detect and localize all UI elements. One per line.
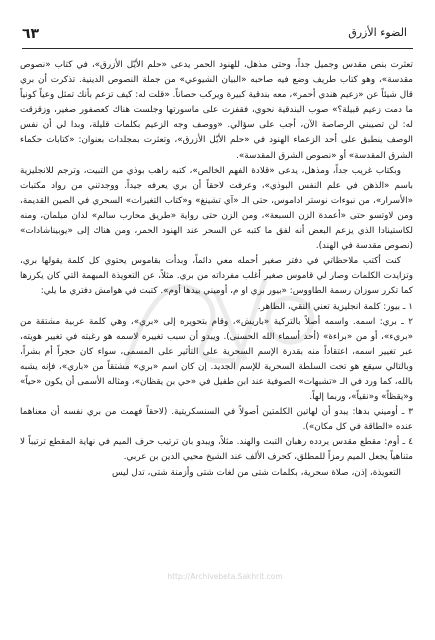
list-item-2: ٢ ـ بري: اسمه. واسمه أصلاً بالتركية «باريش»، وقام بتحويره إلى «بري»، وهي كلمة عربية مشتقة من «بريء»، أو من «براءة» (أحد أسماء الله الحسنى). ويبدو أن سبب تغييره لاسمه هو رغبته في تغيير هويته، عبر تغيير اسمه، اعتقاداً منه بقدرة الإسم السحرية على التأثير على المسمى، سواء كان حجراً أم بشراً، وبالتالي سيقع هو تحت السلطة السحرية للإسم الجديد. إن كان اسم «بري» مشتقاً من «باري»، فإنه يشبه بالله، كما ورد في الـ «تشبهات» الصوفية عند ابن طفيل في «حي بن يقظان»، ومثاله الأسمى أن يكون «حياً» و«يقظاً» و«نقياً»، وربما إلهاً. — [20, 316, 413, 403]
running-title: الضوء الأزرق — [348, 26, 407, 39]
list-item-4: ٤ ـ أوم: مقطع مقدس يردده رهبان التبت والهند. مثلاً، ويبدو بان ترتيب حرف الميم في نهاية المقطع ترتيباً لا متناهياً يجعل الميم رمزاً للمطلق، كحرف الألف عند الشيخ محيي الدين بن عربي. — [20, 437, 413, 463]
body-text — [20, 58, 413, 481]
paragraph-1: تعثرت بنص مقدس وجميل جداً، وحتى مذهل، للهنود الحمر يدعى «حلم الأيّل الأزرق»، في كتاب «نصوص مقدسة»، وهو كتاب طريف وضع فيه صاحبه «البيان الشيوعي» من جملة النصوص الدينية. تذكرت أن بري قال شيئاً عن «زعيم هندي أحمر»، معه بندقية كبيرة ويركب حصاناً. «قلت له: كيف تزعم بأنك تمثل وعياً كونياً ما دمت زعيم قبيلة؟» صوب البندقية نحوي، فقفزت على ماسورتها وجلست هناك كعصفور صغير، وزقزقت له: لن تصيبني الرصاصة الآن، أجب على سؤالي. «ووصف وجه الزعيم بكلمات قليلة، وبدا لي أن نفس الوصف ينطبق على أحد الزعماء الهنود في «حلم الأيّل الأزرق»، وتعثرت بمجلدات بعنوان: «كتابات حكماء الشرق المقدسة» أو «نصوص الشرق المقدسة». — [20, 60, 413, 161]
paragraph-3: كنت أكتب ملاحظاتي في دفتر صغير أحمله معي دائماً، وبدأت بقاموس يحتوي كل كلمة يقولها بري، وتزايدت الكلمات وصار لي قاموس صغير أغلب مفرداته من بري. مثلاً، عن التعويذة المبهمة التي كان يكررها كما تكرر سوزان رسمة الطاووس: «بيور بري او م، أوميني بيدها أوم». كتبت في هوامش دفتري ما يلي: — [20, 256, 413, 297]
paragraph-last: التعويذة، إذن، صلاة سحرية، بكلمات شتى من لغات شتى وأزمنة شتى، تدل ليس — [111, 467, 401, 478]
running-header — [22, 22, 413, 49]
archive-watermark-url: http://Archivebeta.Sakhrit.com — [167, 572, 283, 581]
paragraph-2: وبكتاب غريب جداً، ومذهل، يدعى «قلادة الفهم الخالص»، كتبه راهب بوذي من التبيت، وترجم للانجليزية باسم «الذهن في علم النفس البوذي»، وعرفت لاحقاً أن بري يعرفه جيداً. ووجدتني من رواد مكتبات «الأسرار»، من نبوءات نوستر اداموس، حتى الـ «آي تشينغ» و«كتاب التغيرات» السحري في الصين القديمة، ومن لاوتسو حتى «أعمدة الزن السبعة»، ومن الزن حتى رواية «طريق محارب سالم» لدان ميلمان، ومنه لكاستينادا الذي يزعم البعض أنه لفق ما كتبه عن السحر عند الهنود الحمر، ومن هناك إلى «يوبيناشادات» (نصوص مقدسة في الهند). — [20, 165, 413, 252]
list-item-3: ٣ ـ أوميني بدها: يبدو أن لهاتين الكلمتين أصولاً في السنسكريتية. (لاحقاً فهمت من بري نفسه أن معناهما عنده «الطاقة في كل مكان»). — [20, 407, 413, 433]
page-number: ٦٣ — [22, 26, 40, 42]
list-item-1: ١ ـ بيور: كلمة انجليزية تعني النقي، الطاهر. — [257, 301, 413, 312]
